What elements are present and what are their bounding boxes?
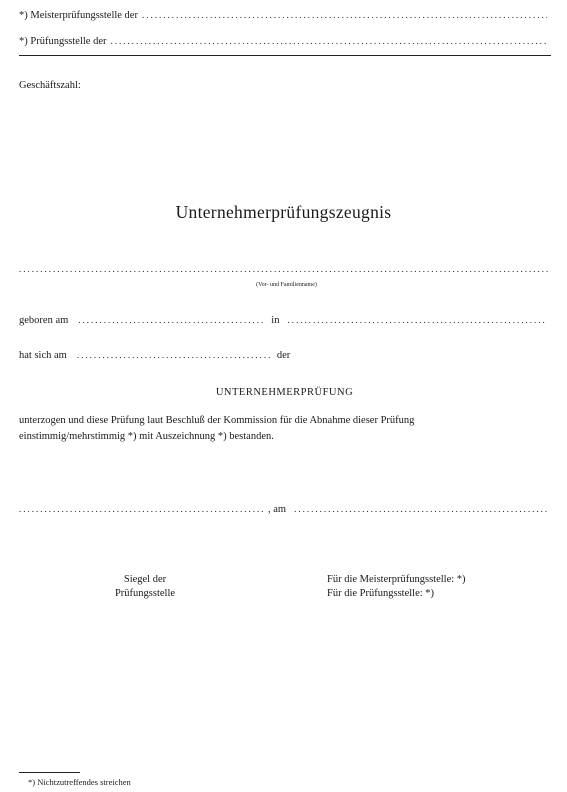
exam-date-field[interactable]	[77, 350, 273, 360]
exam-name: UNTERNEHMERPRÜFUNG	[215, 387, 354, 398]
place-am-label: , am	[268, 504, 287, 515]
body-text	[19, 413, 551, 445]
footnote-divider	[19, 772, 80, 773]
born-place-field[interactable]	[287, 315, 547, 325]
born-line	[19, 315, 551, 326]
body-line-1: unterzogen und diese Prüfung laut Beschluß der Kommission für die Abnahme dieser Prüfung	[19, 415, 415, 426]
footnote: *) Nichtzutreffendes streichen	[28, 777, 131, 787]
geschaeftszahl-label: Geschäftszahl:	[19, 80, 81, 91]
date-field[interactable]	[294, 504, 547, 514]
pruefung-fill-field[interactable]	[110, 36, 547, 46]
exam-date-line	[19, 350, 290, 361]
born-label: geboren am	[19, 315, 69, 326]
geschaeftszahl-line	[19, 80, 81, 91]
seal-label-2: Prüfungsstelle	[114, 588, 176, 599]
exam-date-label: hat sich am	[19, 350, 67, 361]
signature-area	[327, 573, 466, 601]
place-date-line	[19, 504, 551, 515]
meister-label: *) Meisterprüfungsstelle der	[19, 10, 138, 21]
name-line	[15, 264, 555, 274]
in-label: in	[271, 315, 280, 326]
pruefung-line	[19, 36, 551, 47]
header-divider	[19, 55, 551, 56]
signature-label-1: Für die Meisterprüfungsstelle: *)	[327, 574, 466, 585]
born-date-field[interactable]	[78, 315, 263, 325]
name-fill-field[interactable]	[19, 264, 551, 274]
meister-line	[19, 10, 551, 21]
document-title: Unternehmerprüfungszeugnis	[175, 202, 392, 222]
signature-label-2: Für die Prüfungsstelle: *)	[327, 588, 435, 599]
name-caption: (Vor- und Familienname)	[256, 282, 317, 288]
meister-fill-field[interactable]	[142, 10, 547, 20]
pruefung-label: *) Prüfungsstelle der	[19, 36, 107, 47]
body-line-2: einstimmig/mehrstimmig *) mit Auszeichnung *) bestanden.	[19, 431, 274, 442]
seal-area	[100, 573, 190, 601]
der-label: der	[276, 350, 291, 361]
seal-label-1: Siegel der	[123, 574, 167, 585]
place-field[interactable]	[19, 504, 264, 514]
